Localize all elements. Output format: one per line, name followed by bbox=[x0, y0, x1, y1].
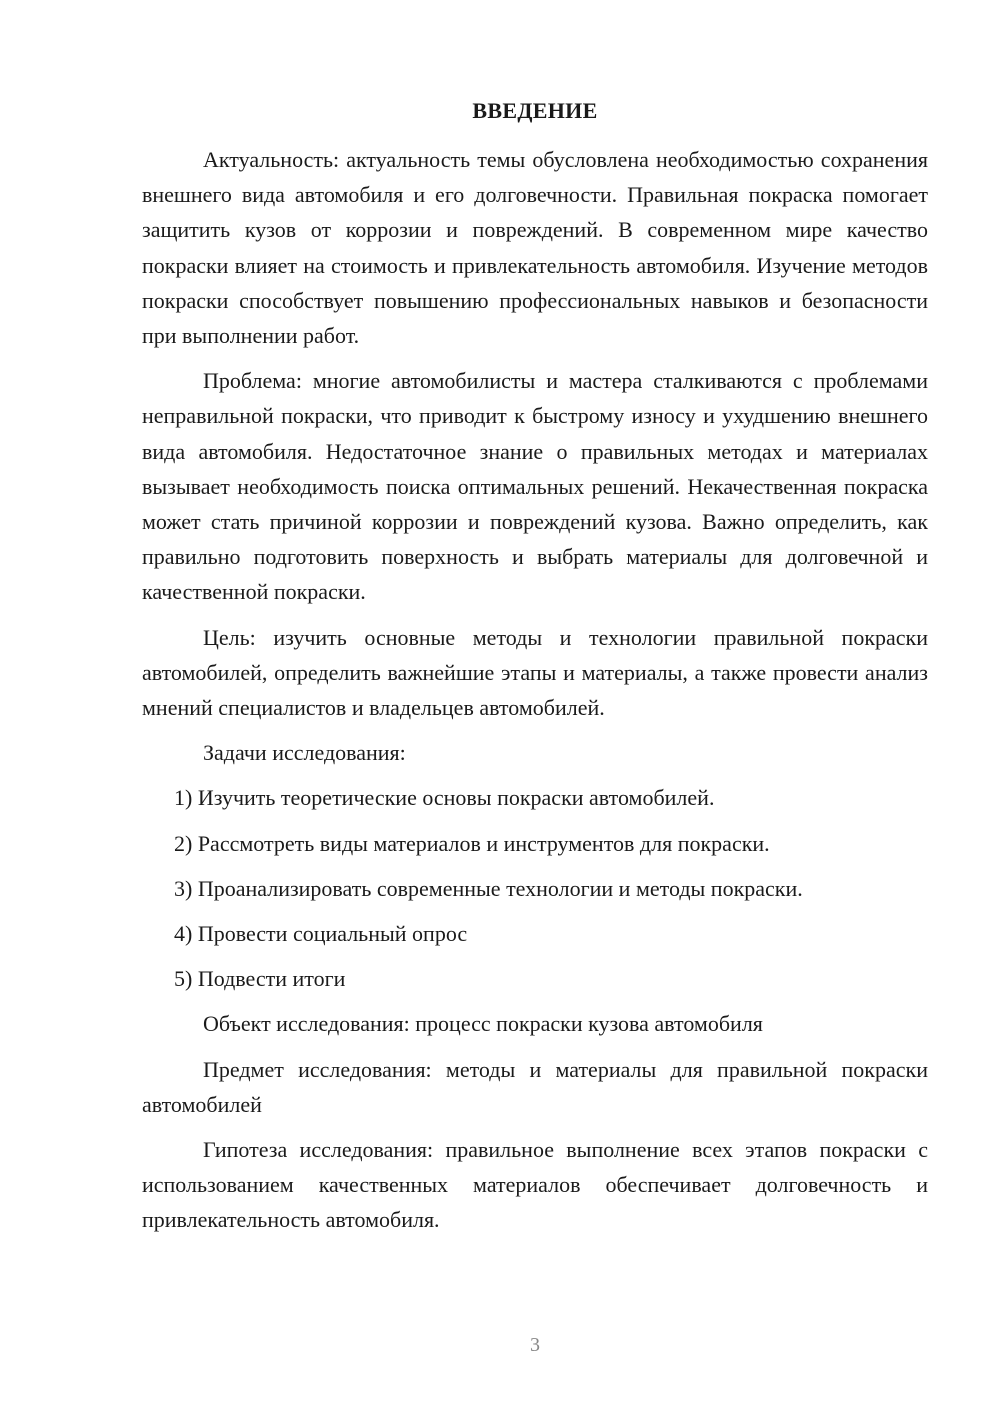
object-paragraph: Объект исследования: процесс покраски кузова автомобиля bbox=[203, 1011, 763, 1037]
relevance-paragraph: Актуальность: актуальность темы обусловлена необходимостью сохранения внешнего вида автомобиля и его долговечности. Правильная покраска помогает защитить кузов от коррозии и повреждений. В современном мире качество покраски влияет на стоимость и привлекательность автомобиля. Изучение методов покраски способствует повышению профессиональных навыков и безопасности при выполнении работ. bbox=[142, 147, 928, 349]
goal-paragraph: Цель: изучить основные методы и технологии правильной покраски автомобилей, определить важнейшие этапы и материалы, а также провести анализ мнений специалистов и владельцев автомобилей. bbox=[142, 624, 928, 721]
page-title: ВВЕДЕНИЕ bbox=[472, 98, 598, 123]
task-item-3: 3) Проанализировать современные технологии и методы покраски. bbox=[174, 875, 803, 901]
task-item-1: 1) Изучить теоретические основы покраски автомобилей. bbox=[174, 785, 715, 811]
task-item-5: 5) Подвести итоги bbox=[174, 966, 346, 992]
task-item-4: 4) Провести социальный опрос bbox=[174, 921, 468, 947]
subject-paragraph: Предмет исследования: методы и материалы для правильной покраски автомобилей bbox=[142, 1056, 928, 1117]
tasks-list bbox=[142, 780, 928, 996]
tasks-heading: Задачи исследования: bbox=[203, 740, 406, 766]
hypothesis-paragraph: Гипотеза исследования: правильное выполнение всех этапов покраски с использованием качественных материалов обеспечивает долговечность и привлекательность автомобиля. bbox=[142, 1137, 928, 1233]
task-item-2: 2) Рассмотреть виды материалов и инструментов для покраски. bbox=[174, 830, 770, 856]
document-body bbox=[142, 142, 928, 1248]
page-number: 3 bbox=[530, 1334, 540, 1356]
problem-paragraph: Проблема: многие автомобилисты и мастера сталкиваются с проблемами неправильной покраски, что приводит к быстрому износу и ухудшению внешнего вида автомобиля. Недостаточное знание о правильных методах и материалах вызывает необходимость поиска оптимальных решений. Некачественная покраска может стать причиной коррозии и повреждений кузова. Важно определить, как правильно подготовить поверхность и выбрать материалы для долговечной и качественной покраски. bbox=[142, 368, 928, 605]
